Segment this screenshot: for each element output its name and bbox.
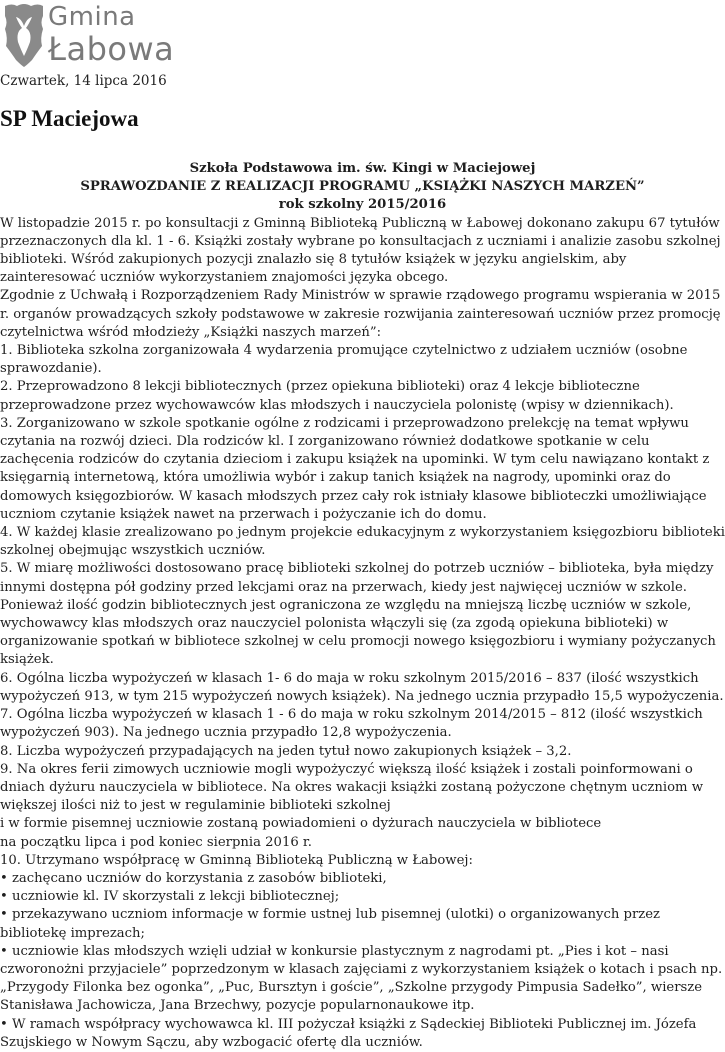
coat-of-arms-icon bbox=[2, 2, 46, 68]
report-document bbox=[0, 160, 725, 1052]
logo-line1: Gmina bbox=[48, 2, 136, 32]
report-paragraph: • zachęcano uczniów do korzystania z zasobów biblioteki, bbox=[0, 870, 387, 886]
report-body bbox=[0, 215, 725, 1052]
report-paragraph: 8. Liczba wypożyczeń przypadających na jeden tytuł nowo zakupionych książek – 3,2. bbox=[0, 743, 572, 759]
page-title: SP Maciejowa bbox=[0, 106, 139, 131]
report-paragraph: • uczniowie kl. IV skorzystali z lekcji bibliotecznej; bbox=[0, 889, 340, 905]
logo-wordmark bbox=[48, 2, 175, 68]
publish-date: Czwartek, 14 lipca 2016 bbox=[0, 73, 167, 89]
report-paragraph: i w formie pisemnej uczniowie zostaną powiadomieni o dyżurach nauczyciela w bibliotece bbox=[0, 816, 602, 832]
report-paragraph: 2. Przeprowadzono 8 lekcji bibliotecznych (przez opiekuna biblioteki) oraz 4 lekcje biblioteczne przeprowadzone przez wychowawców klas młodszych i nauczyciela polonistę (wpisy w dziennikach). bbox=[0, 379, 674, 413]
site-header bbox=[0, 0, 725, 72]
report-paragraph: 10. Utrzymano współpracę w Gminną Biblioteką Publiczną w Łabowej: bbox=[0, 852, 473, 868]
report-paragraph: 6. Ogólna liczba wypożyczeń w klasach 1- 6 do maja w roku szkolnym 2015/2016 – 837 (ilość wszystkich wypożyczeń 913, w tym 215 wypożyczeń nowych książek). Na jednego ucznia przypadło 15,5 wypożyczenia. bbox=[0, 670, 724, 704]
report-paragraph: • przekazywano uczniom informacje w formie ustnej lub pisemnej (ulotki) o organizowanych przez bibliotekę imprezach; bbox=[0, 907, 660, 941]
report-paragraph: 4. W każdej klasie zrealizowano po jednym projekcie edukacyjnym z wykorzystaniem księgozbioru biblioteki szkolnej obejmując wszystkich uczniów. bbox=[0, 525, 725, 559]
report-paragraph: na początku lipca i pod koniec sierpnia 2016 r. bbox=[0, 834, 312, 850]
report-paragraph: 7. Ogólna liczba wypożyczeń w klasach 1 - 6 do maja w roku szkolnym 2014/2015 – 812 (ilość wszystkich wypożyczeń 903). Na jednego ucznia przypadło 12,8 wypożyczenia. bbox=[0, 707, 703, 741]
heading-year: rok szkolny 2015/2016 bbox=[278, 197, 447, 213]
report-paragraph: W listopadzie 2015 r. po konsultacji z Gminną Biblioteką Publiczną w Łabowej dokonano zakupu 67 tytułów przeznaczonych dla kl. 1 - 6. Książki zostały wybrane po konsultacjach z uczniami i analizie zasobu szkolnej biblioteki. Wśród zakupionych pozycji znalazło się 8 tytułów książek w języku angielskim, aby zainteresować uczniów wykorzystaniem znajomości języka obcego. bbox=[0, 215, 721, 286]
heading-school: Szkoła Podstawowa im. św. Kingi w Maciejowej bbox=[189, 161, 536, 176]
gmina-logo[interactable] bbox=[2, 2, 192, 70]
logo-line2: Łabowa bbox=[48, 30, 175, 68]
report-paragraph: 5. W miarę możliwości dostosowano pracę biblioteki szkolnej do potrzeb uczniów – biblioteka, była między innymi dostępna pół godziny przed lekcjami oraz na przerwach, kiedy jest najwięcej uczniów w szkole. Ponieważ ilość godzin bibliotecznych jest ograniczona ze względu na mniejszą liczbę uczniów w szkole, wychowawcy klas młodszych oraz nauczyciel polonista włączyli się (za zgodą opiekuna biblioteki) w organizowanie spotkań w bibliotece szkolnej w celu promocji nowego księgozbioru i wymiany pożyczanych książek. bbox=[0, 561, 716, 668]
heading-report: SPRAWOZDANIE Z REALIZACJI PROGRAMU „KSIĄŻKI NASZYCH MARZEŃ” bbox=[80, 179, 645, 195]
report-paragraph: • uczniowie klas młodszych wzięli udział w konkursie plastycznym z nagrodami pt. „Pies i kot – nasi czworonożni przyjaciele” poprzedzonym w klasach zajęciami z wykorzystaniem książek o kotach i psach np. „Przygody Filonka bez ogonka”, „Puc, Bursztyn i goście”, „Szkolne przygody Pimpusia Sadełko”, wiersze Stanisława Jachowicza, Jana Brzechwy, pozycje popularnonaukowe itp. bbox=[0, 943, 723, 1014]
report-paragraph: • W ramach współpracy wychowawca kl. III pożyczał książki z Sądeckiej Biblioteki Publicznej im. Józefa Szujskiego w Nowym Sączu, aby wzbogacić ofertę dla uczniów. bbox=[0, 1016, 697, 1050]
report-paragraph: 1. Biblioteka szkolna zorganizowała 4 wydarzenia promujące czytelnictwo z udziałem uczniów (osobne sprawozdanie). bbox=[0, 343, 688, 377]
report-paragraph: 3. Zorganizowano w szkole spotkanie ogólne z rodzicami i przeprowadzono prelekcję na temat wpływu czytania na rozwój dzieci. Dla rodziców kl. I zorganizowano również dodatkowe spotkanie w celu zachęcenia rodziców do czytania dzieciom i zakupu książek na upominki. W tym celu nawiązano kontakt z księgarnią internetową, która umożliwia wybór i zakup tanich książek na nagrody, upominki oraz do domowych księgozbiorów. W kasach młodszych przez cały rok istniały klasowe biblioteczki umożliwiające uczniom czytanie książek nawet na przerwach i pożyczanie ich do domu. bbox=[0, 415, 710, 522]
report-paragraph: 9. Na okres ferii zimowych uczniowie mogli wypożyczyć większą ilość książek i zostali poinformowani o dniach dyżuru nauczyciela w bibliotece. Na okres wakacji książki zostaną pożyczone chętnym uczniom w większej ilości niż to jest w regulaminie biblioteki szkolnej bbox=[0, 761, 704, 814]
report-paragraph: Zgodnie z Uchwałą i Rozporządzeniem Rady Ministrów w sprawie rządowego programu wspierania w 2015 r. organów prowadzących szkoły podstawowe w zakresie rozwijania zainteresowań uczniów przez promocję czytelnictwa wśród młodzieży „Książki naszych marzeń”: bbox=[0, 288, 721, 340]
